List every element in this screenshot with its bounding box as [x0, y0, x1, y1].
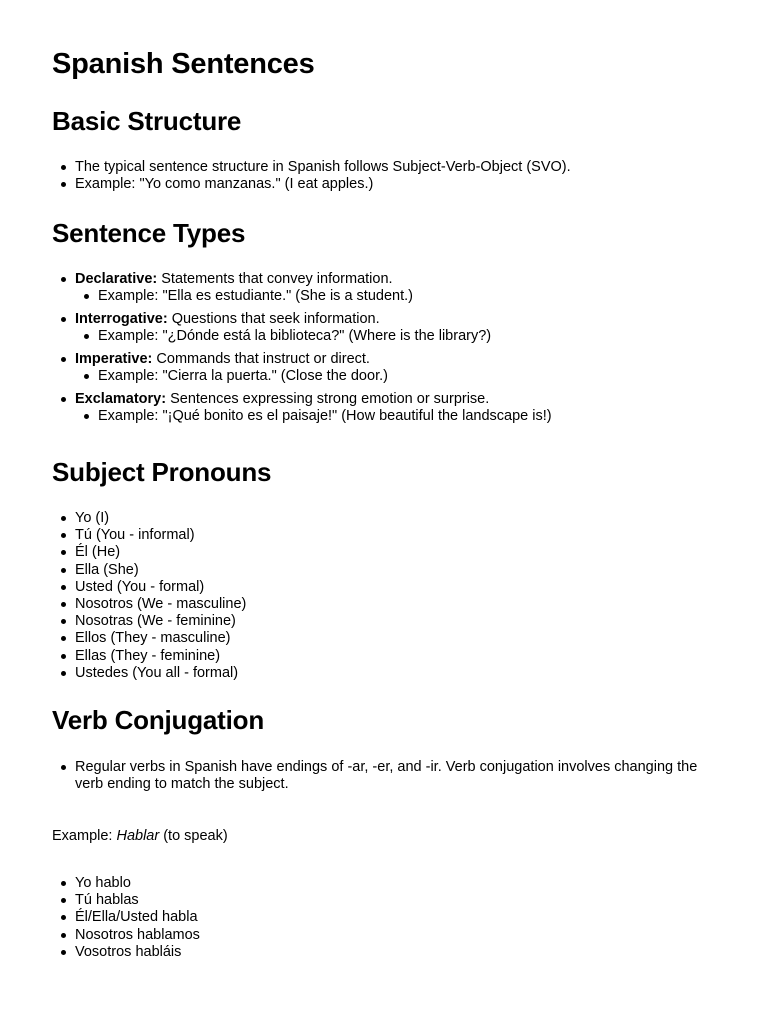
example-suffix: (to speak) — [159, 828, 228, 844]
conjugation-example — [52, 828, 228, 845]
list-item — [52, 391, 732, 425]
list-item: Nosotros hablamos — [52, 927, 732, 944]
basic-structure-list — [52, 159, 732, 193]
list-item: Ellos (They - masculine) — [52, 630, 732, 647]
example-prefix: Example: — [52, 828, 117, 844]
example-verb: Hablar — [116, 828, 160, 844]
list-item: Él (He) — [52, 544, 732, 561]
list-item: Regular verbs in Spanish have endings of -ar, -er, and -ir. Verb conjugation involves changing the verb ending to match the subject. — [52, 759, 712, 793]
subject-pronouns-list — [52, 510, 732, 682]
type-term: Imperative: — [75, 351, 153, 367]
list-item: Ella (She) — [52, 562, 732, 579]
list-item: Tú hablas — [52, 892, 732, 909]
list-item: Nosotros (We - masculine) — [52, 596, 732, 613]
example-item: Example: "Cierra la puerta." (Close the door.) — [75, 368, 732, 385]
list-item: The typical sentence structure in Spanish follows Subject-Verb-Object (SVO). — [52, 159, 732, 176]
type-term: Interrogative: — [75, 311, 168, 327]
list-item: Yo (I) — [52, 510, 732, 527]
example-sublist — [75, 288, 732, 305]
verb-conjugation-heading: Verb Conjugation — [52, 705, 265, 735]
type-description: Sentences expressing strong emotion or surprise. — [166, 391, 490, 407]
example-sublist — [75, 368, 732, 385]
type-description: Statements that convey information. — [157, 271, 393, 287]
type-description: Questions that seek information. — [167, 311, 380, 327]
verb-conjugation-list — [52, 759, 712, 793]
list-item: Ellas (They - feminine) — [52, 648, 732, 665]
list-item: Yo hablo — [52, 875, 732, 892]
list-item — [52, 351, 732, 385]
type-term: Declarative: — [75, 271, 158, 287]
subject-pronouns-heading: Subject Pronouns — [52, 457, 272, 487]
basic-structure-heading: Basic Structure — [52, 106, 242, 136]
page-title: Spanish Sentences — [52, 48, 315, 80]
example-item: Example: "Ella es estudiante." (She is a student.) — [75, 288, 732, 305]
type-term: Exclamatory: — [75, 391, 167, 407]
sentence-types-list — [52, 271, 732, 431]
example-sublist — [75, 408, 732, 425]
list-item: Ustedes (You all - formal) — [52, 665, 732, 682]
list-item: Nosotras (We - feminine) — [52, 613, 732, 630]
list-item — [52, 311, 732, 345]
example-item: Example: "¡Qué bonito es el paisaje!" (How beautiful the landscape is!) — [75, 408, 732, 425]
example-item: Example: "¿Dónde está la biblioteca?" (Where is the library?) — [75, 328, 732, 345]
list-item: Example: "Yo como manzanas." (I eat apples.) — [52, 176, 732, 193]
list-item: Tú (You - informal) — [52, 527, 732, 544]
list-item: Él/Ella/Usted habla — [52, 909, 732, 926]
type-description: Commands that instruct or direct. — [152, 351, 370, 367]
list-item — [52, 271, 732, 305]
sentence-types-heading: Sentence Types — [52, 218, 246, 248]
example-sublist — [75, 328, 732, 345]
conjugation-list — [52, 875, 732, 961]
list-item: Vosotros habláis — [52, 944, 732, 961]
list-item: Usted (You - formal) — [52, 579, 732, 596]
